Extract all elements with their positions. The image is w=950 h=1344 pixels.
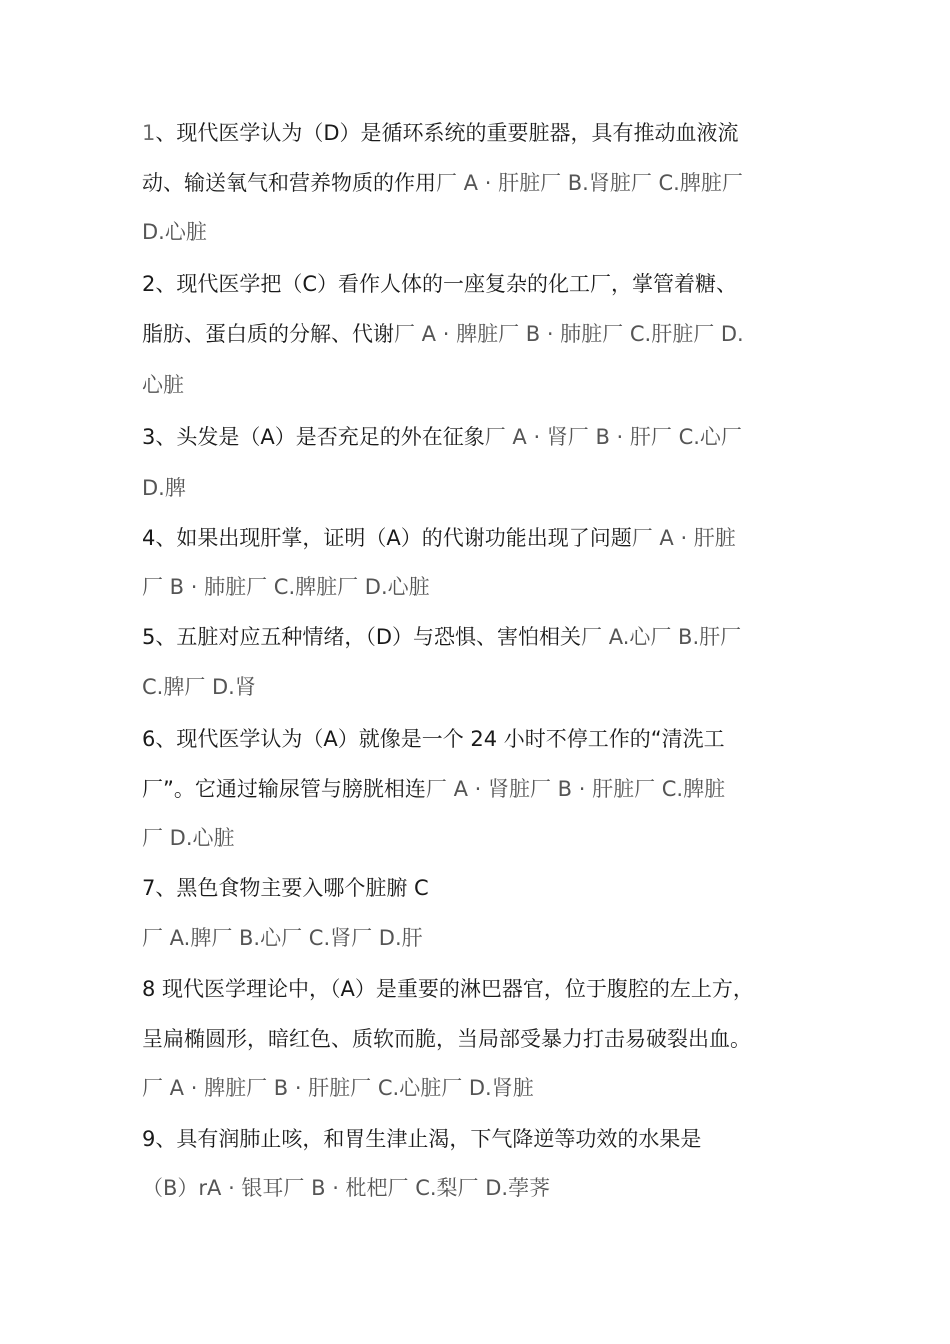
question-5-line-2 — [142, 672, 256, 702]
answer-options: D.心脏 — [142, 220, 207, 244]
question-text: 3、头发是（A）是否充足的外在征象 — [142, 425, 485, 449]
question-9-line-1 — [142, 1124, 701, 1154]
answer-options: 厂 B · 肺脏厂 C.脾脏厂 D.心脏 — [142, 575, 430, 599]
question-2-line-3 — [142, 370, 184, 400]
question-text: 动、输送氧气和营养物质的作用 — [142, 171, 436, 195]
question-2-line-1 — [142, 269, 737, 299]
question-text: 5、五脏对应五种情绪，（D）与恐惧、害怕相关 — [142, 625, 582, 649]
answer-options: 厂 A · 肾厂 B · 肝厂 C.心厂 — [484, 425, 742, 449]
question-8-line-2 — [142, 1024, 751, 1054]
question-8-line-1 — [142, 974, 754, 1004]
question-text: 9、具有润肺止咳，和胃生津止渴，下气降逆等功效的水果是 — [142, 1127, 702, 1151]
question-1-line-3 — [142, 217, 207, 247]
answer-options: C.脾厂 D.肾 — [142, 675, 256, 699]
question-7-line-1 — [142, 873, 429, 903]
question-text: 8 现代医学理论中，（A）是重要的淋巴器官，位于腹腔的左上方， — [142, 977, 754, 1001]
question-5-line-1 — [142, 622, 741, 652]
question-3-line-2 — [142, 473, 186, 503]
answer-options: 厂 D.心脏 — [142, 826, 235, 850]
answer-options: 厂 A · 脾脏厂 B · 肝脏厂 C.心脏厂 D.肾脏 — [142, 1076, 534, 1100]
question-text: 脂肪、蛋白质的分解、代谢 — [142, 322, 394, 346]
answer-options: 厂 A.脾厂 B.心厂 C.肾厂 D.肝 — [142, 926, 423, 950]
answer-options: D.脾 — [142, 476, 186, 500]
answer-options: 厂 A · 肾脏厂 B · 肝脏厂 C.脾脏 — [425, 777, 726, 801]
question-text: 4、如果出现肝掌，证明（A）的代谢功能出现了问题 — [142, 526, 632, 550]
question-text: 厂”。它通过输尿管与膀胱相连 — [142, 777, 426, 801]
question-2-line-2 — [142, 319, 744, 349]
question-3-line-1 — [142, 422, 742, 452]
question-7-line-2 — [142, 923, 423, 953]
question-text: 、现代医学认为（D）是循环系统的重要脏器，具有推动血液流 — [155, 121, 739, 145]
question-4-line-2 — [142, 572, 430, 602]
question-text: 7、黑色食物主要入哪个脏腑 C — [142, 876, 429, 900]
answer-options: 厂 A.心厂 B.肝厂 — [581, 625, 742, 649]
question-text: 呈扁椭圆形，暗红色、质软而脆，当局部受暴力打击易破裂出血。 — [142, 1027, 751, 1051]
question-number: 1 — [142, 121, 156, 145]
question-1-line-1 — [142, 118, 739, 148]
question-8-line-3 — [142, 1073, 534, 1103]
question-text: 6、现代医学认为（A）就像是一个 24 小时不停工作的“清洗工 — [142, 727, 725, 751]
question-6-line-2 — [142, 774, 725, 804]
question-text: 2、现代医学把（C）看作人体的一座复杂的化工厂，掌管着糖、 — [142, 272, 738, 296]
question-6-line-1 — [142, 724, 725, 754]
answer-options: 心脏 — [142, 373, 184, 397]
question-1-line-2 — [142, 168, 743, 198]
question-4-line-1 — [142, 523, 736, 553]
answer-options: 厂 A · 肝脏厂 B.肾脏厂 C.脾脏厂 — [436, 171, 743, 195]
answer-options: 厂 A · 肝脏 — [631, 526, 736, 550]
question-6-line-3 — [142, 823, 235, 853]
question-9-line-2 — [142, 1173, 550, 1203]
answer-options: 厂 A · 脾脏厂 B · 肺脏厂 C.肝脏厂 D. — [394, 322, 744, 346]
answer-options: （B）rA · 银耳厂 B · 枇杷厂 C.梨厂 D.荸荠 — [142, 1176, 551, 1200]
